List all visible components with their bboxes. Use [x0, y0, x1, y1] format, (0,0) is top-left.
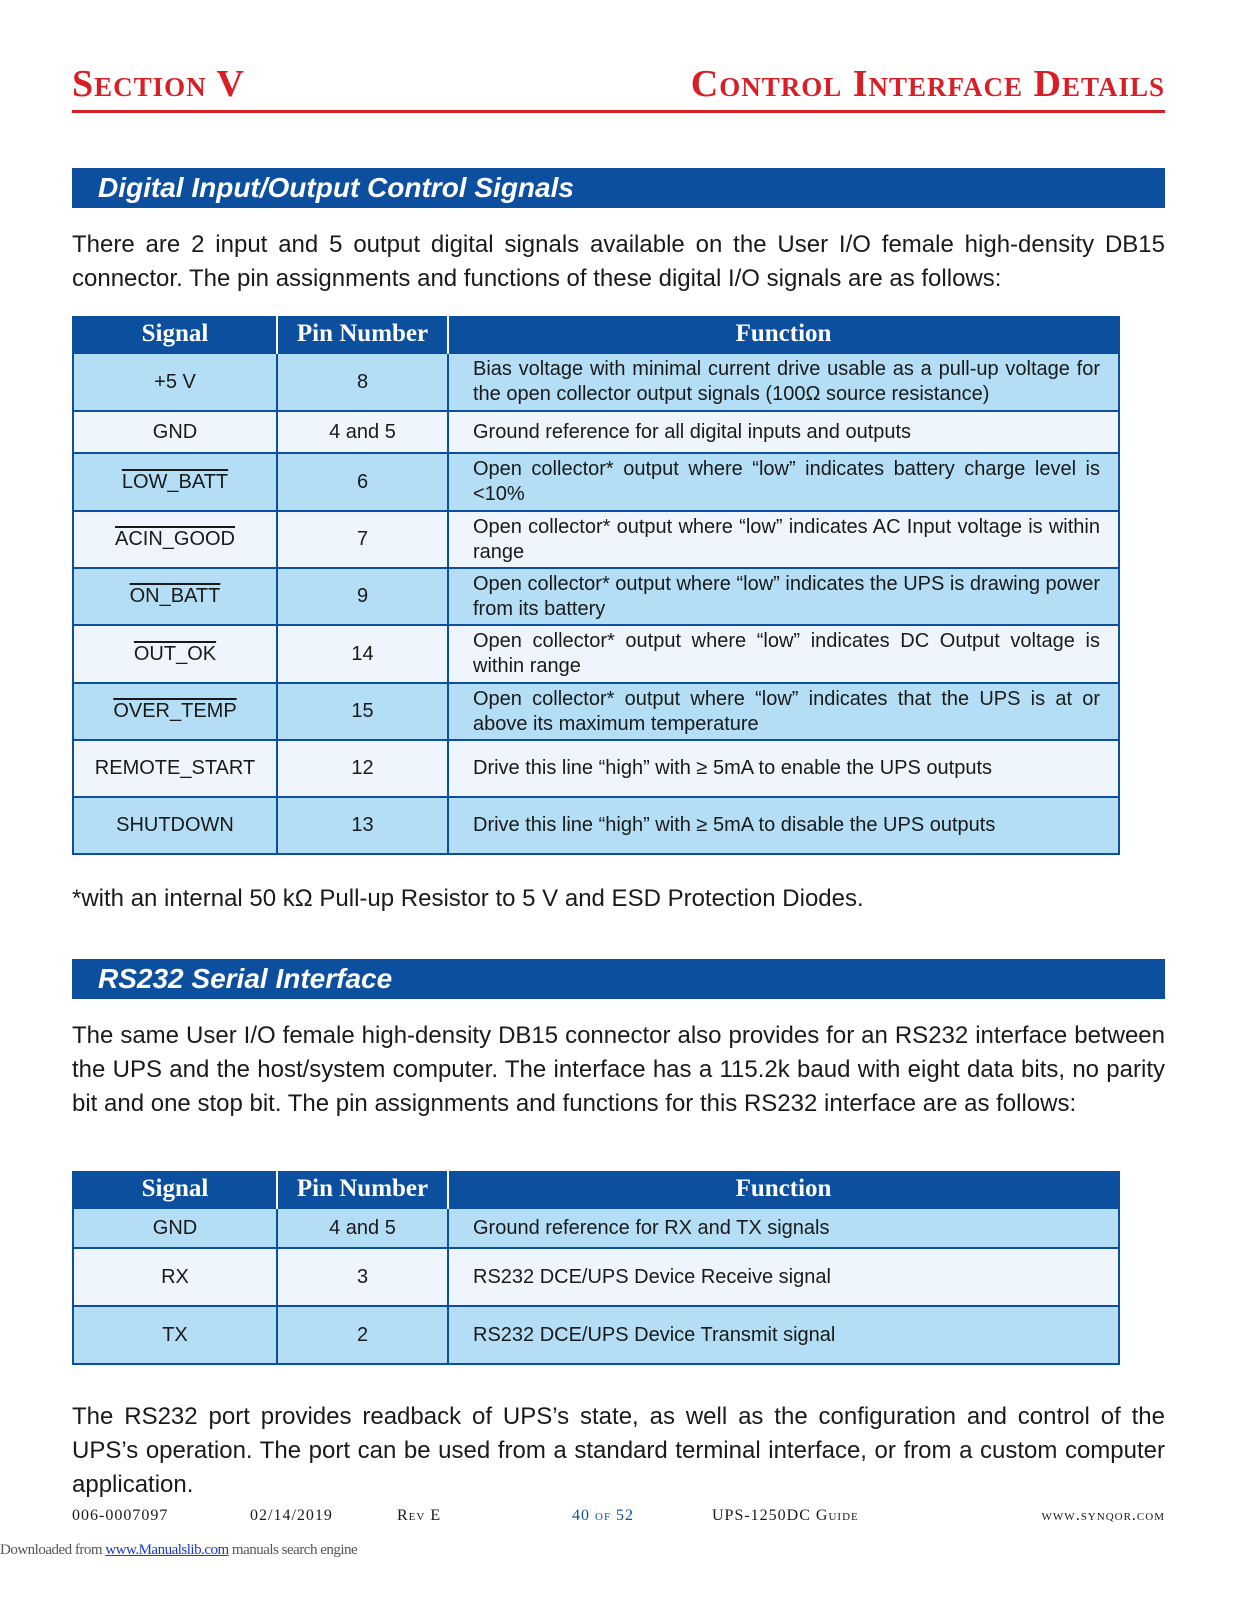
rs232-intro: The same User I/O female high-density DB15 connector also provides for an RS232 interface between the UPS and the host/system computer. The interface has a 115.2k baud with eight data bits, no parity bit and one stop bit. The pin assignments and functions for this RS232 interface are as follows: [72, 1022, 1165, 1117]
table-header-row [73, 1171, 1119, 1208]
download-note [0, 1542, 357, 1559]
signal-cell-text: GND [152, 1216, 198, 1239]
pin-cell [277, 683, 448, 740]
header-rule [72, 110, 1165, 113]
pin-cell [277, 411, 448, 453]
function-cell-text: Bias voltage with minimal current drive usable as a pull-up voltage for the open collector output signals (100Ω source resistance) [473, 358, 1100, 405]
signal-cell-text: +5 V [154, 370, 196, 393]
table-row [73, 1208, 1119, 1248]
table-row [73, 453, 1119, 511]
column-header-pin: Pin Number [277, 316, 448, 353]
doc-revision: Rev E [397, 1507, 442, 1524]
function-cell [448, 1208, 1119, 1248]
function-cell-text: RS232 DCE/UPS Device Receive signal [473, 1265, 831, 1288]
column-header-signal: Signal [73, 316, 277, 353]
function-cell-text: Open collector* output where “low” indicates the UPS is drawing power from its battery [473, 572, 1100, 620]
signal-cell-text: LOW_BATT [121, 470, 229, 493]
signal-cell [73, 1248, 277, 1306]
column-header-function: Function [448, 316, 1119, 353]
signal-cell-text: SHUTDOWN [116, 814, 234, 836]
pin-cell [277, 511, 448, 568]
signal-cell-text: TX [162, 1323, 188, 1346]
function-cell-text: Drive this line “high” with ≥ 5mA to disable the UPS outputs [473, 814, 996, 836]
signal-cell-text: ON_BATT [129, 585, 221, 607]
pin-cell [277, 568, 448, 625]
signal-cell [73, 797, 277, 854]
section-label: Section V [72, 63, 245, 105]
table-header-row [73, 316, 1119, 353]
page-title: Control Interface Details [690, 63, 1165, 105]
signal-cell [73, 1208, 277, 1248]
table-row [73, 411, 1119, 453]
signal-cell-text: GND [152, 420, 198, 443]
column-header-function: Function [448, 1171, 1119, 1208]
pin-cell-text: 4 and 5 [329, 420, 396, 443]
page-number: 40 of 52 [572, 1507, 635, 1524]
pin-cell [277, 625, 448, 683]
digital-section-heading: Digital Input/Output Control Signals [72, 168, 1165, 208]
function-cell-text: Open collector* output where “low” indicates that the UPS is at or above its maximum temperature [473, 687, 1100, 735]
signal-cell [73, 1306, 277, 1364]
signal-cell-text: ACIN_GOOD [114, 528, 236, 550]
signal-cell-text: REMOTE_START [94, 757, 256, 779]
signal-cell [73, 740, 277, 797]
pin-cell [277, 1208, 448, 1248]
table-row [73, 568, 1119, 625]
pin-cell-text: 15 [351, 700, 374, 722]
download-link[interactable]: www.Manualslib.com [105, 1542, 229, 1558]
footnote: *with an internal 50 kΩ Pull-up Resistor to 5 V and ESD Protection Diodes. [72, 885, 864, 912]
pin-cell-text: 13 [351, 814, 374, 836]
digital-intro: There are 2 input and 5 output digital signals available on the User I/O female high-density DB15 connector. The pin assignments and functions of these digital I/O signals are as follows: [72, 231, 1165, 292]
signal-cell [73, 511, 277, 568]
function-cell-text: RS232 DCE/UPS Device Transmit signal [473, 1323, 836, 1346]
pin-cell-text: 14 [351, 642, 374, 665]
pin-cell [277, 453, 448, 511]
function-cell [448, 511, 1119, 568]
pin-cell-text: 2 [356, 1323, 369, 1346]
function-cell [448, 625, 1119, 683]
digital-io-table [72, 316, 1120, 855]
column-header-signal: Signal [73, 1171, 277, 1208]
table-row [73, 1306, 1119, 1364]
function-cell-text: Open collector* output where “low” indicates battery charge level is <10% [473, 458, 1100, 505]
signal-cell [73, 683, 277, 740]
table-row [73, 740, 1119, 797]
function-cell [448, 740, 1119, 797]
table-row [73, 683, 1119, 740]
function-cell [448, 1306, 1119, 1364]
signal-cell-text: RX [161, 1265, 189, 1288]
pin-cell-text: 4 and 5 [329, 1216, 396, 1239]
function-cell [448, 353, 1119, 411]
signal-cell-text: OUT_OK [133, 642, 217, 665]
guide-name: UPS-1250DC Guide [712, 1507, 859, 1524]
rs232-section-heading: RS232 Serial Interface [72, 959, 1165, 999]
pin-cell [277, 1248, 448, 1306]
function-cell [448, 453, 1119, 511]
table-row [73, 353, 1119, 411]
pin-cell-text: 8 [356, 370, 369, 393]
pin-cell [277, 1306, 448, 1364]
download-prefix: Downloaded from [0, 1542, 106, 1558]
doc-date: 02/14/2019 [250, 1507, 333, 1524]
function-cell-text: Open collector* output where “low” indicates DC Output voltage is within range [473, 630, 1100, 677]
pin-cell-text: 3 [356, 1265, 369, 1288]
function-cell [448, 797, 1119, 854]
signal-cell [73, 625, 277, 683]
function-cell [448, 1248, 1119, 1306]
signal-cell [73, 453, 277, 511]
rs232-closing: The RS232 port provides readback of UPS’s state, as well as the configuration and control of the UPS’s operation. The port can be used from a standard terminal interface, or from a custom computer application. [72, 1403, 1165, 1498]
signal-cell [73, 568, 277, 625]
function-cell [448, 568, 1119, 625]
pin-cell [277, 353, 448, 411]
function-cell-text: Drive this line “high” with ≥ 5mA to enable the UPS outputs [473, 757, 993, 779]
table-row [73, 511, 1119, 568]
table-row [73, 1248, 1119, 1306]
download-suffix: manuals search engine [228, 1542, 358, 1558]
rs232-table [72, 1171, 1120, 1365]
function-cell-text: Open collector* output where “low” indicates AC Input voltage is within range [473, 515, 1100, 563]
function-cell [448, 683, 1119, 740]
pin-cell-text: 12 [351, 757, 374, 779]
page-header [72, 62, 1165, 110]
page-footer [72, 1507, 1165, 1531]
pin-cell-text: 7 [356, 528, 369, 550]
table-row [73, 797, 1119, 854]
website: www.synqor.com [1041, 1507, 1165, 1524]
signal-cell [73, 411, 277, 453]
pin-cell [277, 740, 448, 797]
pin-cell-text: 6 [356, 470, 369, 493]
function-cell [448, 411, 1119, 453]
function-cell-text: Ground reference for RX and TX signals [473, 1216, 830, 1239]
signal-cell [73, 353, 277, 411]
signal-cell-text: OVER_TEMP [113, 700, 237, 722]
pin-cell-text: 9 [356, 585, 369, 607]
function-cell-text: Ground reference for all digital inputs and outputs [473, 420, 912, 443]
pin-cell [277, 797, 448, 854]
table-row [73, 625, 1119, 683]
doc-number: 006-0007097 [72, 1507, 169, 1524]
column-header-pin: Pin Number [277, 1171, 448, 1208]
